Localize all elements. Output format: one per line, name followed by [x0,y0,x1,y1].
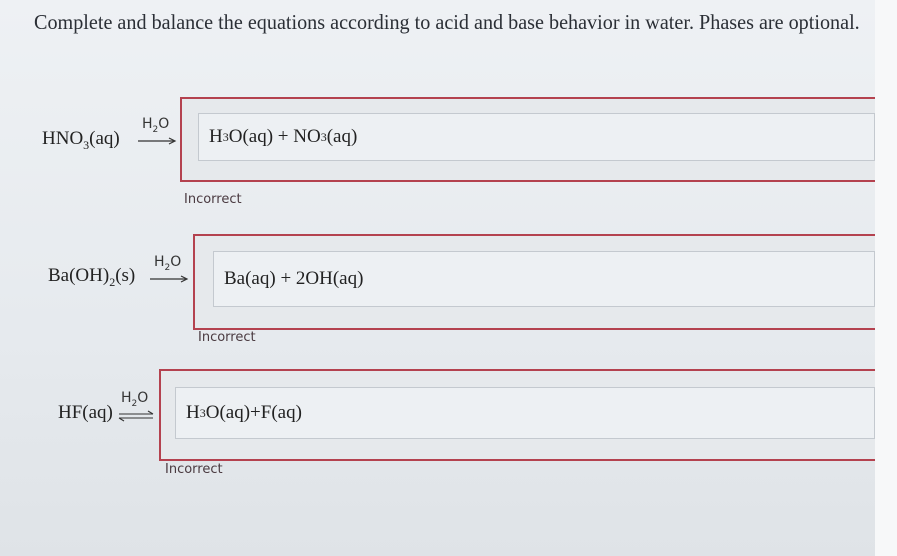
solvent-label-3 [121,390,148,409]
reactant-3-formula: HF [58,402,83,423]
feedback-incorrect-2: Incorrect [198,330,256,345]
answer-3-part-b: O(aq)+F(aq) [205,402,302,423]
right-edge-panel [875,0,897,556]
answer-1-sub-a: 3 [222,129,229,144]
solvent-1-sub: 2 [152,124,159,135]
solvent-1-h: H [142,116,153,132]
solvent-3-sub: 2 [131,398,138,409]
solvent-label-2 [154,254,181,273]
solvent-label-1 [142,116,169,135]
reactant-1-phase: (aq) [89,128,120,149]
answer-input-3[interactable] [175,387,875,439]
reactant-2-formula: Ba(OH) [48,265,110,286]
answer-1-part-b: O(aq) + NO [228,126,321,147]
answer-1-part-c: (aq) [326,126,358,147]
feedback-incorrect-3: Incorrect [165,462,223,477]
answer-2-text: Ba(aq) + 2OH(aq) [224,268,364,289]
answer-input-1[interactable] [198,113,875,161]
reactant-3 [58,402,113,427]
reactant-1-formula: HNO [42,128,84,149]
solvent-3-o: O [137,390,149,406]
answer-1-part-a: H [209,126,223,147]
answer-input-2[interactable] [213,251,875,307]
right-arrow-icon [150,274,190,284]
solvent-1-o: O [158,116,170,132]
solvent-2-h: H [154,254,165,270]
answer-1-sub-b: 3 [320,129,327,144]
reactant-2 [48,265,135,290]
reactant-1-subscript: 3 [83,137,90,152]
feedback-incorrect-1: Incorrect [184,192,242,207]
solvent-3-h: H [121,390,132,406]
reactant-3-phase: (aq) [82,402,113,423]
solvent-2-sub: 2 [164,262,171,273]
reaction-arrow-2 [150,254,194,294]
instructions-text: Complete and balance the equations according to acid and base behavior in water. Phases are optional. [34,10,860,34]
equilibrium-arrow-icon [117,410,157,422]
solvent-2-o: O [170,254,182,270]
answer-3-sub-a: 3 [199,405,206,420]
reaction-arrow-3 [117,390,161,430]
right-arrow-icon [138,136,178,146]
reactant-2-phase: (s) [115,265,136,286]
reactant-2-subscript: 2 [109,274,116,289]
reactant-1 [42,128,120,153]
answer-3-part-a: H [186,402,200,423]
reaction-arrow-1 [138,116,182,156]
